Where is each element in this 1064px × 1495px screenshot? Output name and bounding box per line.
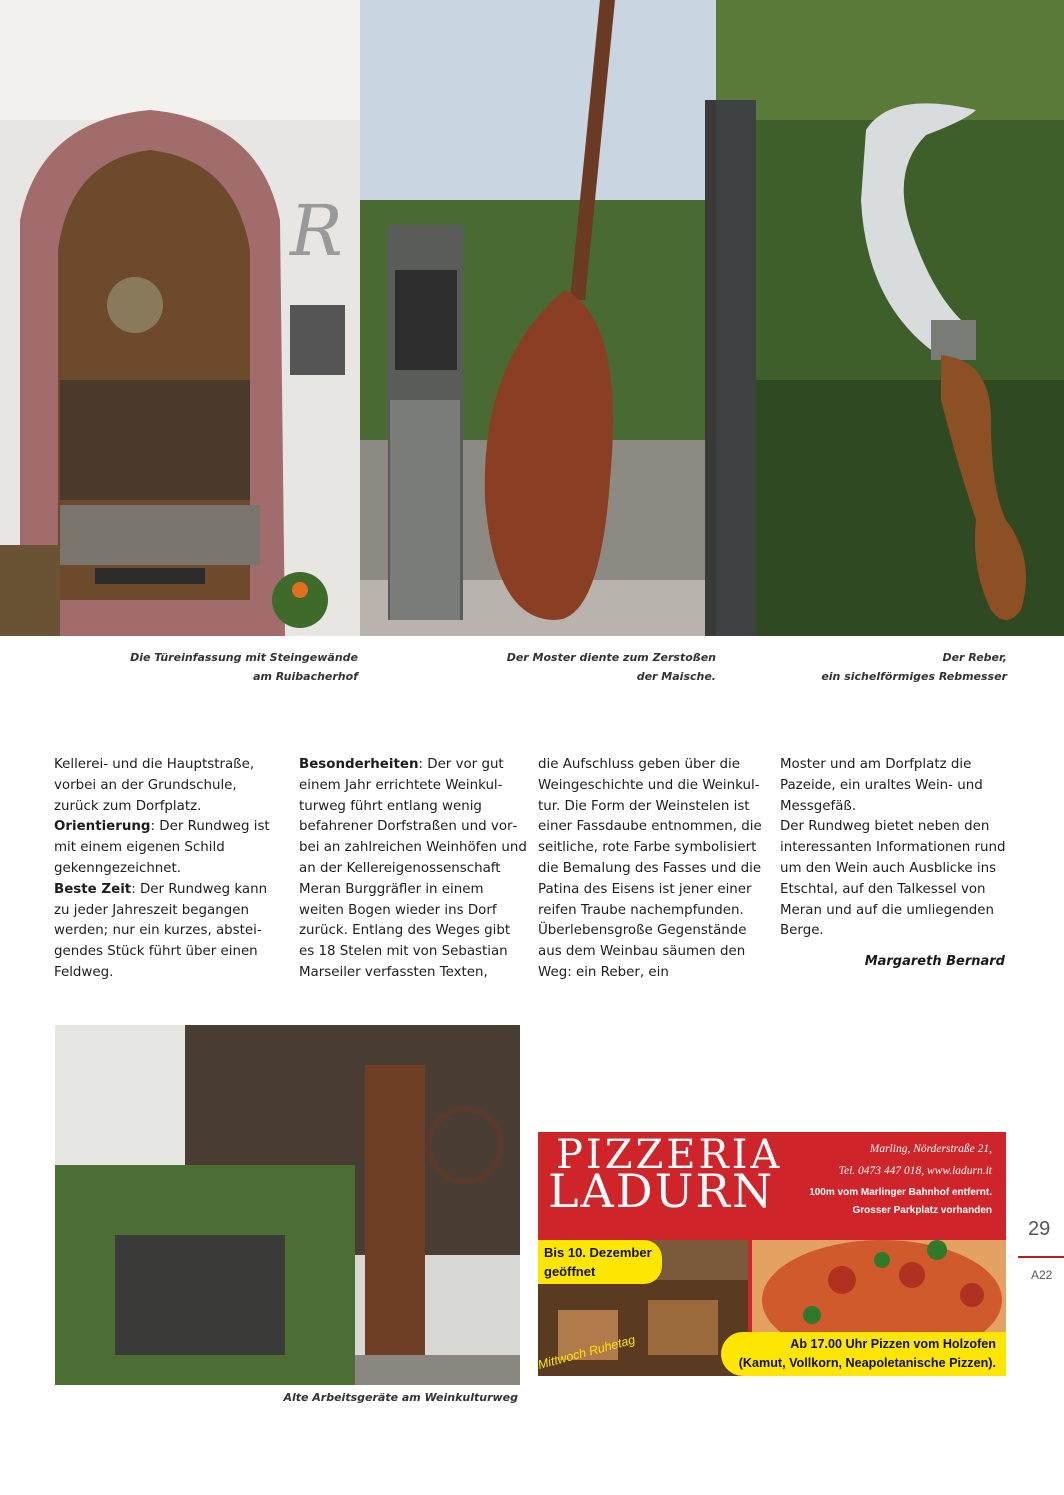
ad-contact: Tel. 0473 447 018, www.ladurn.it — [838, 1165, 992, 1177]
article-col4-text2: Der Rundweg bietet neben den interessanten Informationen rund um den Wein auch Ausblicke ins Etschtal, auf den Talkessel von Meran und auf die umliegenden Berge. — [780, 819, 1006, 939]
ad-pizza-line2: (Kamut, Vollkorn, Neapoletanische Pizzen). — [738, 1356, 996, 1370]
article-column-2 — [299, 755, 527, 984]
ad-photo-pizza — [752, 1240, 1006, 1346]
ad-name-line1: PIZZERIA — [556, 1132, 783, 1178]
ad-address-block — [839, 1138, 992, 1182]
pizzeria-ad — [538, 1132, 1006, 1376]
ad-info1: 100m vom Marlinger Bahnhof entfernt. — [809, 1187, 992, 1198]
photo-reber — [716, 0, 1064, 636]
page-number-rule — [1018, 1256, 1064, 1258]
caption-moster-line1: Der Moster diente zum Zerstoßen — [506, 651, 716, 664]
orientation-label: Orientierung — [54, 819, 151, 835]
ad-opening-note: Bis 10. Dezember geöffnet — [538, 1240, 662, 1284]
ad-name-line2: LADURN — [548, 1164, 775, 1218]
caption-moster-line2: der Maische. — [636, 670, 716, 683]
svg-text:R: R — [290, 190, 343, 272]
photo-moster — [360, 0, 716, 636]
article-column-4 — [780, 755, 1008, 942]
page-label: A22 — [1031, 1268, 1053, 1282]
best-time-label: Beste Zeit — [54, 881, 132, 897]
ad-rest-day: Mittwoch Ruhetag — [536, 1332, 637, 1372]
article-column-1 — [54, 755, 282, 984]
article-col3-text: die Aufschluss geben über die Weingeschichte und die Weinkultur. Die Form der Weinstelen ist einer Fassdaube entnommen, die seitliche, rote Farbe symbolisiert die Bemalung des Fasses und die Patina des Eisens ist jener einer reifen Traube nachempfunden. Überlebensgroße Gegenstände aus dem Weinbau säumen den Weg: ein Reber, ein — [538, 757, 762, 980]
caption-door-line1: Die Türeinfassung mit Steingewände — [130, 651, 358, 664]
photo-door — [0, 0, 360, 636]
special-label: Besonderheiten — [299, 757, 419, 772]
photo-tools — [55, 1025, 520, 1385]
caption-door — [80, 648, 358, 686]
author-name: Margareth Bernard — [864, 954, 1005, 969]
ad-pizza-offer — [721, 1332, 1006, 1376]
caption-moster — [440, 648, 716, 686]
ad-pizza-line1: Ab 17.00 Uhr Pizzen vom Holzofen — [790, 1337, 996, 1351]
article-col1-intro: Kellerei- und die Hauptstraße, vorbei an der Grundschule, zurück zum Dorfplatz. — [54, 757, 255, 814]
ad-info2: Grosser Parkplatz vorhanden — [852, 1205, 992, 1216]
caption-reber-line2: ein sichelförmiges Rebmesser — [821, 670, 1007, 683]
ad-address: Marling, Nörderstraße 21, — [869, 1143, 992, 1155]
caption-tools: Alte Arbeitsgeräte am Weinkulturweg — [283, 1391, 518, 1404]
page-number: 29 — [1028, 1218, 1051, 1240]
special-text: : Der vor gut einem Jahr errichtete Weinkulturweg führt entlang wenig befahrener Dorfstraßen und vorbei an zahlreichen Weinhöfen und an der Kellereigenossenschaft Meran Burggräfler in einem weiten Bogen wieder ins Dorf zurück. Entlang des Weges gibt es 18 Stelen mit von Sebastian Marseiler verfassten Texten, — [299, 757, 527, 980]
article-col4-text1: Moster und am Dorfplatz die Pazeide, ein uraltes Wein- und Messgefäß. — [780, 757, 983, 814]
caption-door-line2: am Ruibacherhof — [253, 670, 358, 683]
ad-info-block — [809, 1184, 992, 1220]
caption-reber-line1: Der Reber, — [942, 651, 1007, 664]
best-time-text: : Der Rundweg kann zu jeder Jahreszeit begangen werden; nur ein kurzes, absteigendes Stück führt über einen Feldweg. — [54, 881, 268, 980]
article-column-3 — [538, 755, 766, 984]
orientation-text: : Der Rundweg ist mit einem eigenen Schild gekenngezeichnet. — [54, 819, 270, 876]
caption-reber — [760, 648, 1007, 686]
